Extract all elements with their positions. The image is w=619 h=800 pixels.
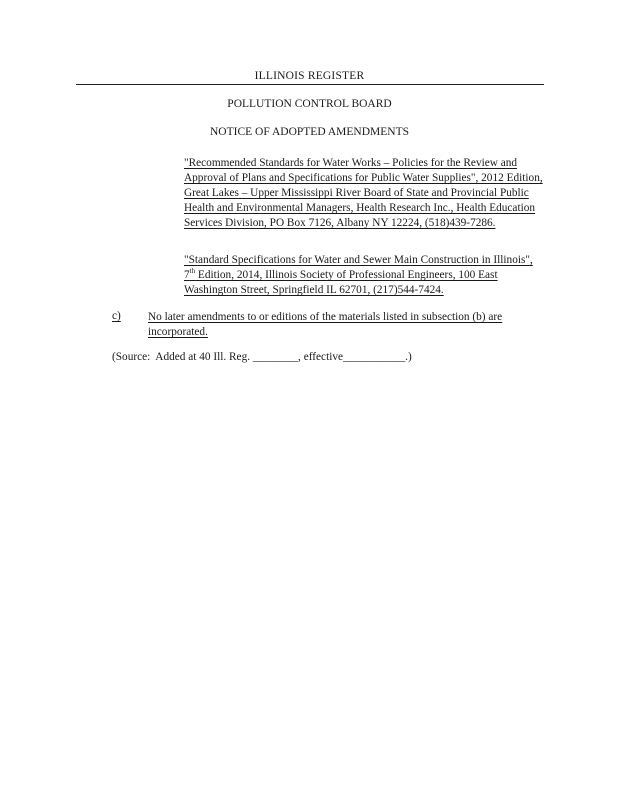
source-note: (Source: Added at 40 Ill. Reg. ________, effective___________.) [112,351,412,363]
subsection-text: No later amendments to or editions of the materials listed in subsection (b) are incorporated. [148,311,503,338]
reference-paragraph-1: "Recommended Standards for Water Works – Policies for the Review and Approval of Plans and Specifications for Public Water Supplies", 2012 Edition, Great Lakes – Upper Mississippi River Board of State and Provincial Public Health and Environmental Managers, Health Research Inc., Health Education Services Division, PO Box 7126, Albany NY 12224, (518)439-7286. [184,157,543,229]
reference-2-superscript: th [189,267,196,276]
header-rule [76,84,544,85]
reference-paragraph-2 [184,253,544,298]
reference-2-text-end: Edition, 2014, Illinois Society of Professional Engineers, 100 East Washington Street, Springfield IL 62701, (217)544-7424. [184,269,498,296]
board-name: POLLUTION CONTROL BOARD [227,98,392,110]
register-title: ILLINOIS REGISTER [254,70,365,82]
notice-title: NOTICE OF ADOPTED AMENDMENTS [209,126,410,138]
subsection-label: c) [112,310,121,322]
reference-2-text-start: "Standard Specifications for Water and Sewer Main Construction in Illinois", 7 [184,254,533,281]
